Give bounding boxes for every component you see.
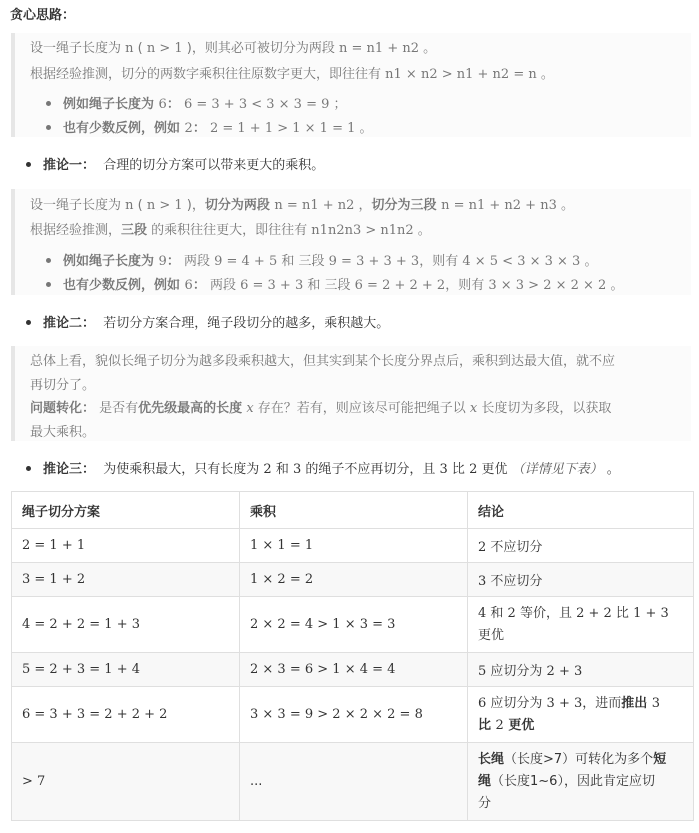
table-cell: 4 和 2 等价，且 2 + 2 比 1 + 3 更优: [468, 597, 694, 653]
comparison-table: [11, 491, 694, 821]
table-cell: 2 不应切分: [468, 529, 694, 563]
table-cell: 1 × 1 = 1: [240, 529, 468, 563]
table-cell: 1 × 2 = 2: [240, 563, 468, 597]
table-header: 结论: [468, 492, 694, 529]
table-header: 绳子切分方案: [12, 492, 240, 529]
quote-line: 问题转化： 是否有优先级最高的长度 x 存在？若有，则应该尽可能把绳子以 x 长度切为多段，以获取: [30, 401, 612, 416]
table-row: [12, 529, 694, 563]
quote-line: 最大乘积。: [30, 425, 96, 440]
table-cell: > 7: [12, 743, 240, 821]
table-row: [12, 653, 694, 687]
quote-line: 总体上看，貌似长绳子切分为越多段乘积越大，但其实到某个长度分界点后，乘积到达最大值，就不应: [30, 354, 616, 369]
table-cell: ...: [240, 743, 468, 821]
table-cell: 3 = 1 + 2: [12, 563, 240, 597]
table-cell: 6 应切分为 3 + 3，进而推出 3 比 2 更优: [468, 687, 694, 743]
bullet-icon: [26, 162, 31, 167]
table-cell: 4 = 2 + 2 = 1 + 3: [12, 597, 240, 653]
table-cell: 5 应切分为 2 + 3: [468, 653, 694, 687]
quote-line: 再切分了。: [30, 378, 96, 393]
bullet-icon: [46, 282, 51, 287]
quote-block-1: [11, 33, 691, 137]
table-cell: 2 × 2 = 4 > 1 × 3 = 3: [240, 597, 468, 653]
table-row: [12, 687, 694, 743]
inference-1: 推论一： 合理的切分方案可以带来更大的乘积。: [26, 154, 324, 173]
table-cell: 长绳（长度>7）可转化为多个短 绳（长度1~6），因此肯定应切 分: [468, 743, 694, 821]
list-item: 也有少数反例，例如 2： 2 = 1 + 1 > 1 × 1 = 1 。: [46, 117, 373, 136]
quote-line: 设一绳子长度为 n ( n > 1 )，则其必可被切分为两段 n = n1 + n2 。: [30, 41, 437, 56]
table-cell: 2 = 1 + 1: [12, 529, 240, 563]
table-cell: 6 = 3 + 3 = 2 + 2 + 2: [12, 687, 240, 743]
table-header-row: [12, 492, 694, 529]
list-item: 例如绳子长度为 9： 两段 9 = 4 + 5 和 三段 9 = 3 + 3 + 3，则有 4 × 5 < 3 × 3 × 3 。: [46, 250, 597, 269]
table-cell: 3 × 3 = 9 > 2 × 2 × 2 = 8: [240, 687, 468, 743]
bullet-icon: [26, 320, 31, 325]
quote-block-2: [11, 189, 691, 295]
list-item: 例如绳子长度为 6： 6 = 3 + 3 < 3 × 3 = 9 ；: [46, 93, 347, 112]
quote-block-3: [11, 346, 691, 441]
table-row: [12, 563, 694, 597]
bullet-icon: [46, 101, 51, 106]
quote-line: 设一绳子长度为 n ( n > 1 )，切分为两段 n = n1 + n2 ，切分为三段 n = n1 + n2 + n3 。: [30, 198, 574, 213]
list-item: 也有少数反例，例如 6： 两段 6 = 3 + 3 和 三段 6 = 2 + 2 + 2，则有 3 × 3 > 2 × 2 × 2 。: [46, 274, 623, 293]
quote-line: 根据经验推测，三段 的乘积往往更大，即往往有 n1n2n3 > n1n2 。: [30, 223, 431, 238]
inference-3: 推论三： 为使乘积最大，只有长度为 2 和 3 的绳子不应再切分，且 3 比 2 更优 （详情见下表） 。: [26, 458, 620, 477]
table-cell: 2 × 3 = 6 > 1 × 4 = 4: [240, 653, 468, 687]
bullet-icon: [46, 125, 51, 130]
quote-line: 根据经验推测，切分的两数字乘积往往原数字更大，即往往有 n1 × n2 > n1 + n2 = n 。: [30, 67, 554, 82]
table-row: [12, 743, 694, 821]
inference-2: 推论二： 若切分方案合理，绳子段切分的越多，乘积越大。: [26, 312, 389, 331]
section-title: 贪心思路：: [10, 8, 76, 23]
table-row: [12, 597, 694, 653]
bullet-icon: [46, 258, 51, 263]
table-cell: 3 不应切分: [468, 563, 694, 597]
bullet-icon: [26, 466, 31, 471]
table-cell: 5 = 2 + 3 = 1 + 4: [12, 653, 240, 687]
table-header: 乘积: [240, 492, 468, 529]
